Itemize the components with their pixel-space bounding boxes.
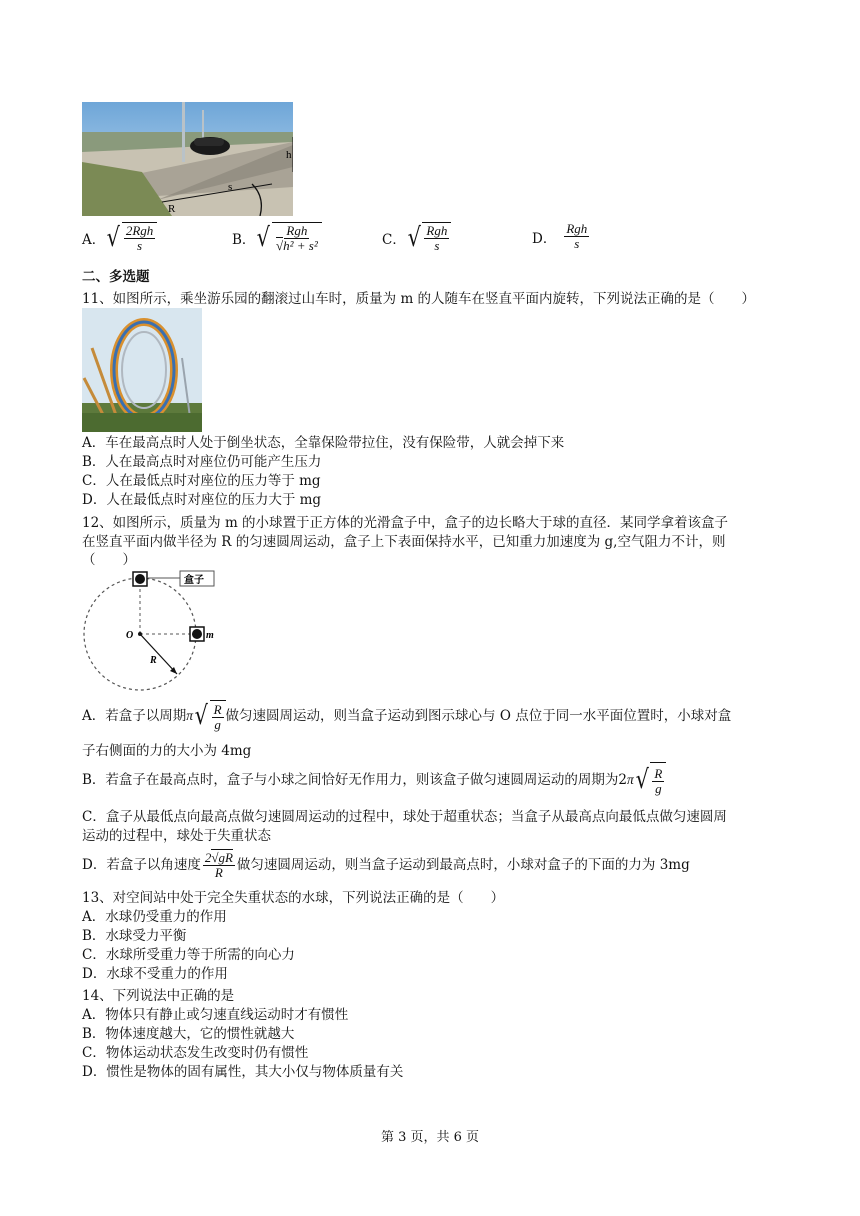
q10-option-d[interactable] [532,222,591,251]
q12-option-a-line1[interactable]: A．若盒子以周期 π √ $\frac{R}{g}$ 做匀速圆周运动，则当盒子运动到图示球心与 O 点位于同一水平面位置时，小球对盒 [82,701,732,732]
q12-option-c-line2: 运动的过程中，球处于失重状态 [82,828,271,844]
q13-option-c[interactable]: C．水球所受重力等于所需的向心力 [82,947,295,963]
option-label: C． [382,231,406,248]
q12-option-b[interactable]: B．若盒子在最高点时，盒子与小球之间恰好无作用力，则该盒子做匀速圆周运动的周期为 2 π √ $\frac{R}{g}$ [82,762,666,798]
banked-road-photo [82,102,293,216]
numerator: Rgh [426,223,448,238]
option-label: B． [232,231,256,248]
photo-label-R: R [168,203,176,215]
q14-option-a[interactable]: A．物体只有静止或匀速直线运动时才有惯性 [82,1007,349,1023]
q14-stem: 14、下列说法中正确的是 [82,988,235,1004]
q12-option-d[interactable]: D．若盒子以角速度 $\frac{2√gR}{R}$ 做匀速圆周运动，则当盒子运动到最高点时，小球对盒子的下面的力为 3mg [82,849,690,880]
q11-stem: 11、如图所示，乘坐游乐园的翻滚过山车时，质量为 m 的人随车在竖直平面内旋转，下列说法正确的是（ ） [82,291,756,307]
denominator: s [574,236,580,251]
q10-option-b[interactable]: B． √ $\frac{\text{Rgh}}{\text{√h² + s²}}$ [232,222,322,253]
page-footer: 第 3 页，共 6 页 [380,1130,480,1145]
q12-option-c-line1[interactable]: C．盒子从最低点向最高点做匀速圆周运动的过程中，球处于超重状态；当盒子从最高点向最低点做匀速圆周 [82,809,727,825]
q13-option-d[interactable]: D．水球不受重力的作用 [82,966,228,982]
q12-stem-line1: 12、如图所示，质量为 m 的小球置于正方体的光滑盒子中，盒子的边长略大于球的直径．某同学拿着该盒子 [82,515,729,531]
q10-option-c[interactable]: C． √ $\frac{\text{Rgh}}{s}$ [382,222,451,253]
radius-label: R [150,655,157,666]
section-heading: 二、多选题 [82,269,150,285]
option-label: D． [532,230,557,247]
q12-stem-line3: （ ） [82,552,136,568]
q13-option-a[interactable]: A．水球仍受重力的作用 [82,909,227,925]
numerator: Rgh [566,221,588,236]
circular-motion-diagram [82,570,222,694]
center-label: O [126,630,134,641]
photo-label-s: s [228,181,233,193]
q11-option-b[interactable]: B．人在最高点时对座位仍可能产生压力 [82,454,322,470]
q11-option-d[interactable]: D．人在最低点时对座位的压力大于 mg [82,492,322,508]
q14-option-d[interactable]: D．惯性是物体的固有属性，其大小仅与物体质量有关 [82,1064,404,1080]
q10-option-a[interactable]: A． √ $\frac{\text{2Rgh}}{s}$ [82,222,157,253]
q13-stem: 13、对空间站中处于完全失重状态的水球，下列说法正确的是（ ） [82,890,505,906]
denominator: √h² + s² [276,238,318,253]
roller-coaster-photo [82,308,202,432]
q14-option-b[interactable]: B．物体速度越大，它的惯性就越大 [82,1026,295,1042]
box-label: 盒子 [184,575,204,586]
denominator: s [137,238,143,253]
numerator: Rgh [286,223,308,238]
q11-option-a[interactable]: A．车在最高点时人处于倒坐状态，全靠保险带拉住，没有保险带，人就会掉下来 [82,435,565,451]
q12-stem-line2: 在竖直平面内做半径为 R 的匀速圆周运动，盒子上下表面保持水平，已知重力加速度为 g,空气阻力不计，则 [82,534,726,550]
q12-option-a-line2: 子右侧面的力的大小为 4mg [82,743,252,759]
mass-label: m [206,630,214,641]
option-label: A． [82,231,106,248]
numerator: 2Rgh [125,223,154,238]
q13-option-b[interactable]: B．水球受力平衡 [82,928,187,944]
photo-label-h: h [286,149,292,161]
denominator: s [434,238,440,253]
q11-option-c[interactable]: C．人在最低点时对座位的压力等于 mg [82,473,321,489]
q14-option-c[interactable]: C．物体运动状态发生改变时仍有惯性 [82,1045,309,1061]
